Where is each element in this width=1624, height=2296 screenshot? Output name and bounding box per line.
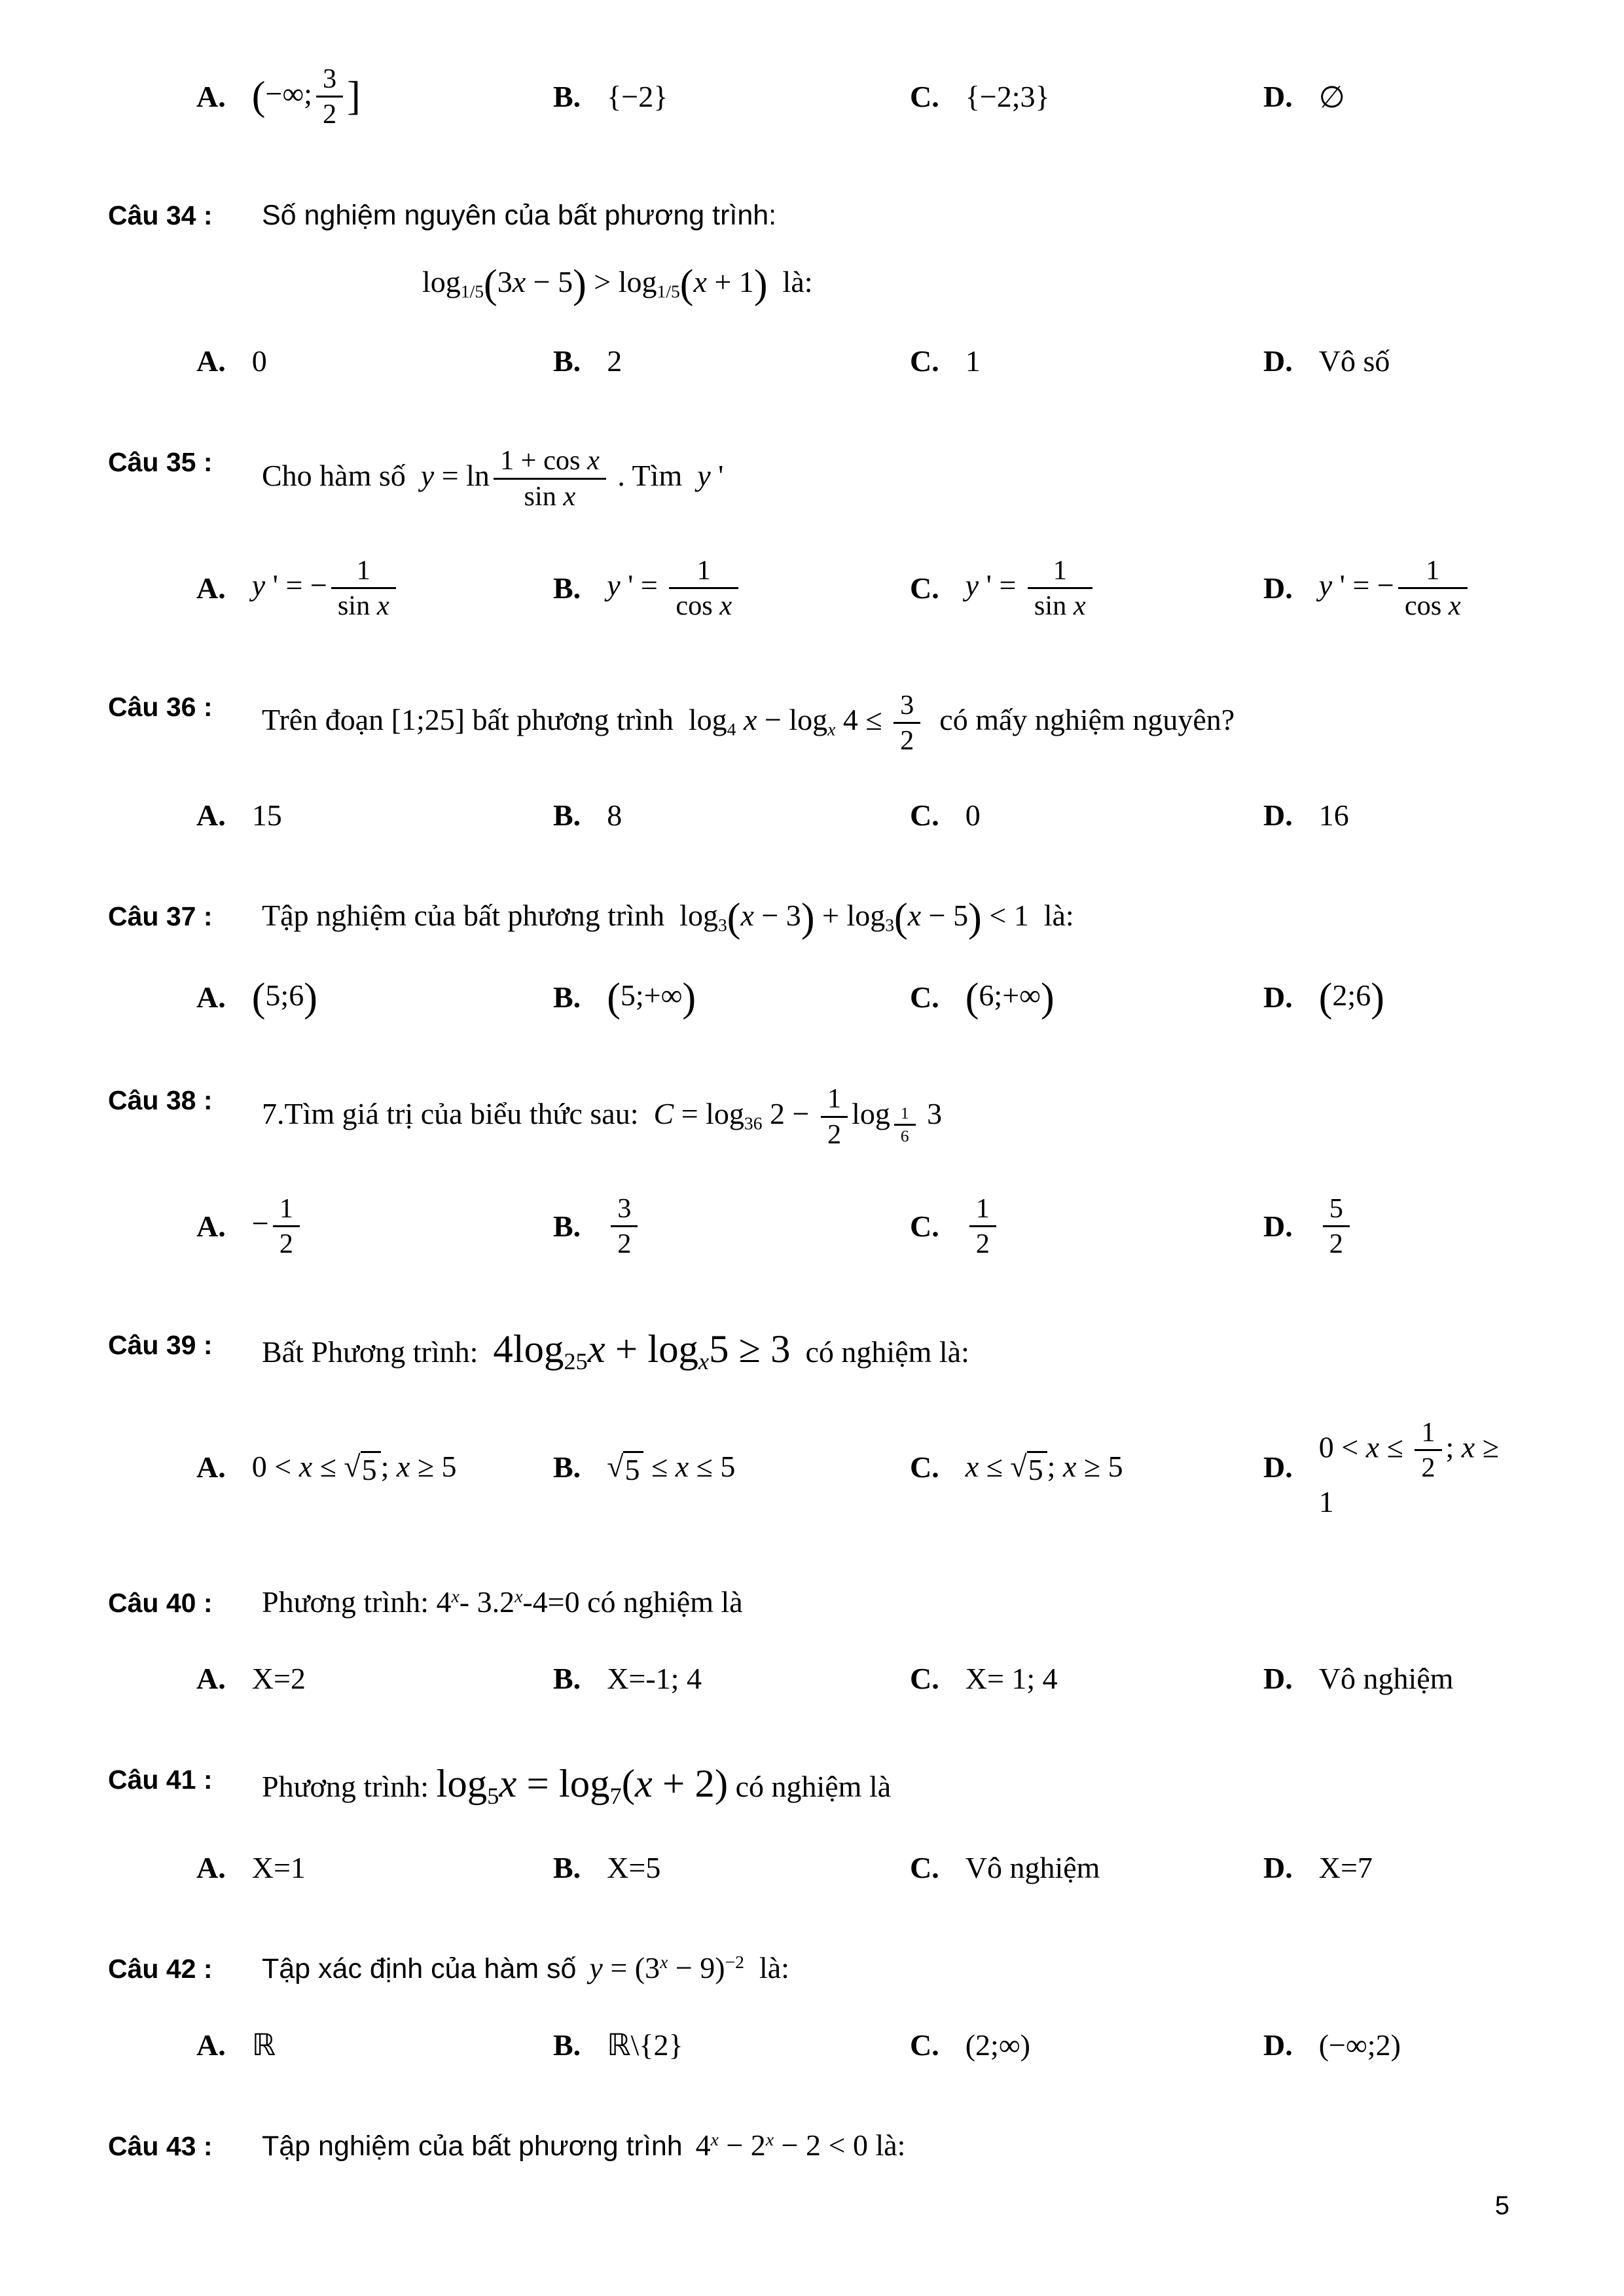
answer-value: 0 bbox=[251, 344, 267, 378]
answer-option bbox=[196, 344, 553, 378]
question-stem bbox=[262, 1082, 1519, 1151]
answers-row bbox=[196, 62, 1519, 132]
answer-letter: C. bbox=[910, 1851, 939, 1885]
answer-letter: D. bbox=[1263, 571, 1293, 605]
answer-letter: C. bbox=[910, 1662, 939, 1696]
answers-row bbox=[196, 1661, 1519, 1696]
answer-option bbox=[553, 344, 910, 378]
question-stem-math: $y = (3^x - 9)^{-2}$ là: bbox=[589, 1951, 789, 1985]
answer-option bbox=[910, 554, 1263, 623]
answer-option bbox=[910, 344, 1263, 378]
answer-value: 2 bbox=[607, 344, 623, 378]
question-stem-math: Phương trình: 4$^x$- $3.2^x-4=0$ có nghiệm là bbox=[262, 1585, 743, 1619]
answer-option bbox=[196, 1192, 553, 1261]
question-number: Câu 38 : bbox=[108, 1085, 213, 1116]
answer-letter: D. bbox=[1263, 1450, 1293, 1484]
answer-option bbox=[196, 1449, 553, 1486]
question-stem bbox=[262, 1761, 1519, 1810]
answer-value: Vô nghiệm bbox=[1318, 1662, 1454, 1696]
answer-value: 0 < x ≤ $\frac{1}{2}$ ; x ≥ 1 bbox=[1318, 1416, 1507, 1519]
question-number: Câu 40 : bbox=[108, 1588, 213, 1619]
answer-option bbox=[196, 554, 553, 623]
answer-letter: A. bbox=[196, 2028, 226, 2062]
answer-value: {−2} bbox=[607, 80, 668, 114]
answer-value: − $\frac{1}{2}$ bbox=[252, 1192, 304, 1261]
answer-option bbox=[1263, 554, 1519, 623]
answer-value: y ' = $\frac{1}{\text{sin x}}$ bbox=[965, 554, 1096, 623]
answer-letter: A. bbox=[196, 980, 226, 1014]
answer-value: (5;6) bbox=[251, 975, 317, 1020]
answer-option bbox=[910, 1850, 1263, 1885]
question-block bbox=[108, 444, 1519, 623]
question-number: Câu 37 : bbox=[108, 901, 213, 932]
answer-letter: A. bbox=[196, 344, 226, 378]
question-number: Câu 43 : bbox=[108, 2131, 213, 2162]
question-stem bbox=[262, 1327, 1519, 1375]
answer-letter: B. bbox=[553, 1851, 581, 1885]
answer-value: y ' = − $\frac{1}{\text{sin x}}$ bbox=[252, 554, 400, 623]
answer-option bbox=[196, 975, 553, 1020]
question-stem-math: $4^x - 2^x - 2 < 0$ là: bbox=[695, 2128, 906, 2162]
answer-value: 1 bbox=[965, 344, 981, 378]
answer-option bbox=[196, 2027, 553, 2062]
answer-letter: D. bbox=[1263, 1662, 1293, 1696]
question-number: Câu 36 : bbox=[108, 691, 213, 722]
answer-letter: D. bbox=[1263, 1851, 1293, 1885]
question-block bbox=[108, 895, 1519, 1020]
question-block bbox=[108, 1327, 1519, 1520]
answer-letter: B. bbox=[553, 980, 581, 1014]
answer-value: (5;+∞) bbox=[607, 975, 696, 1020]
question-stem-math: Cho hàm số y = ln $\frac{\text{1 + cos x}}{\text{sin x}}$ . Tìm y ' bbox=[262, 459, 723, 492]
answer-letter: D. bbox=[1263, 980, 1293, 1014]
question-stem-math: Bất Phương trình: $4\log_{25}x + \log_x5 \ge 3$ có nghiệm là: bbox=[262, 1327, 969, 1374]
answer-option bbox=[1263, 1192, 1519, 1261]
answer-letter: D. bbox=[1263, 2028, 1293, 2062]
question-body bbox=[196, 1585, 1519, 1696]
page-number: 5 bbox=[1494, 2191, 1509, 2220]
question-body bbox=[196, 1761, 1519, 1885]
answers-row bbox=[196, 554, 1519, 623]
answer-letter: D. bbox=[1263, 344, 1293, 378]
answer-option bbox=[910, 798, 1263, 833]
question-number: Câu 39 : bbox=[108, 1329, 213, 1360]
answer-option bbox=[196, 62, 553, 132]
question-number: Câu 34 : bbox=[108, 200, 213, 230]
answers-row bbox=[196, 798, 1519, 833]
answer-option bbox=[910, 1192, 1263, 1261]
answer-option bbox=[1263, 1661, 1519, 1696]
question-formula: $\log_{1/5}(3x - 5) > \log_{1/5}(x + 1)$ là: bbox=[422, 262, 813, 307]
answer-letter: A. bbox=[196, 1662, 226, 1696]
answer-option bbox=[196, 798, 553, 833]
answer-option bbox=[910, 975, 1263, 1020]
question-stem bbox=[262, 1585, 1519, 1621]
answer-value: √ 5 ≤ x ≤ 5 bbox=[607, 1449, 736, 1486]
answer-value: X=1 bbox=[251, 1851, 306, 1885]
answer-option bbox=[910, 2028, 1263, 2062]
question-body bbox=[196, 895, 1519, 1020]
answer-option bbox=[553, 1449, 910, 1486]
question-body bbox=[196, 1327, 1519, 1520]
question-stem-math: Trên đoạn [1;25] bất phương trình $\log_4 x - \log_x 4$ ≤ $\frac{3}{2}$ có mấy nghiệm nguyên? bbox=[262, 703, 1235, 736]
question-body bbox=[262, 2128, 1519, 2164]
answer-value: 0 < x ≤ √ 5 ; x ≥ 5 bbox=[251, 1449, 457, 1486]
answer-option bbox=[553, 554, 910, 623]
question-stem bbox=[262, 197, 1519, 233]
answer-letter: B. bbox=[553, 798, 581, 833]
answer-value: x ≤ √ 5 ; x ≥ 5 bbox=[965, 1449, 1123, 1486]
answer-option bbox=[910, 1449, 1263, 1486]
question-stem-math: 7.Tìm giá trị của biểu thức sau: $C = \log_{36} 2$ − $\frac{1}{2}$ log $_{\frac{1}{6}}$ 3 bbox=[262, 1097, 942, 1130]
question-body bbox=[196, 689, 1519, 833]
answer-letter: D. bbox=[1263, 1210, 1293, 1244]
answer-letter: D. bbox=[1263, 80, 1293, 114]
question-body bbox=[196, 197, 1519, 378]
answer-option bbox=[910, 1661, 1263, 1696]
answers-row bbox=[196, 1416, 1519, 1520]
answer-letter: A. bbox=[196, 1210, 226, 1244]
answer-option bbox=[196, 1850, 553, 1885]
answer-option bbox=[553, 798, 910, 833]
answer-option bbox=[553, 2027, 910, 2062]
question-stem bbox=[262, 444, 1519, 513]
question-number: Câu 41 : bbox=[108, 1765, 213, 1795]
answer-option bbox=[1263, 344, 1519, 378]
answer-letter: A. bbox=[196, 798, 226, 833]
answers-row bbox=[196, 2027, 1519, 2062]
question-number: Câu 42 : bbox=[108, 1954, 213, 1984]
question-stem bbox=[262, 1950, 1519, 1986]
question-stem-text: Tập nghiệm của bất phương trình bbox=[262, 2130, 691, 2162]
answer-letter: B. bbox=[553, 344, 581, 378]
answer-letter: A. bbox=[196, 80, 226, 114]
answer-letter: B. bbox=[553, 80, 581, 114]
answer-value: ∅ bbox=[1318, 80, 1345, 114]
answer-letter: A. bbox=[196, 1851, 226, 1885]
answer-option bbox=[553, 975, 910, 1020]
answer-letter: C. bbox=[910, 344, 939, 378]
answer-value: ℝ bbox=[251, 2028, 276, 2062]
answer-letter: B. bbox=[553, 1450, 581, 1484]
question-block bbox=[108, 1950, 1519, 2062]
answer-value: X=5 bbox=[607, 1851, 661, 1885]
answer-value: (−∞;2) bbox=[1318, 2028, 1401, 2062]
question-stem-math: Phương trình: $\log_5x = \log_7(x + 2)$ có nghiệm là bbox=[262, 1762, 892, 1810]
answer-value: X=2 bbox=[251, 1662, 306, 1696]
question-stem bbox=[262, 2128, 1519, 2164]
answers-row bbox=[196, 1192, 1519, 1261]
question-list bbox=[108, 197, 1519, 2164]
answer-value: (6;+∞) bbox=[965, 975, 1055, 1020]
question-block bbox=[108, 689, 1519, 833]
question-block bbox=[108, 2128, 1519, 2164]
question-stem-text: Tập xác định của hàm số bbox=[262, 1953, 585, 1985]
answer-letter: B. bbox=[553, 571, 581, 605]
answer-option bbox=[1263, 2028, 1519, 2062]
question-stem-math: Tập nghiệm của bất phương trình $\log_3(x - 3) + \log_3(x - 5) < 1$ là: bbox=[262, 895, 1074, 941]
answer-option bbox=[1263, 798, 1519, 833]
answer-value: {−2;3} bbox=[965, 80, 1050, 114]
answer-value: X= 1; 4 bbox=[965, 1662, 1058, 1696]
answer-option bbox=[1263, 975, 1519, 1020]
answer-option bbox=[553, 1850, 910, 1885]
answer-value: y ' = − $\frac{1}{\text{cos x}}$ bbox=[1319, 554, 1471, 623]
answer-value: $\frac{5}{2}$ bbox=[1319, 1192, 1354, 1261]
answer-letter: A. bbox=[196, 1450, 226, 1484]
answer-value: y ' = $\frac{1}{\text{cos x}}$ bbox=[607, 554, 742, 623]
answer-letter: A. bbox=[196, 571, 226, 605]
answers-row bbox=[196, 1850, 1519, 1885]
answer-value: X=7 bbox=[1318, 1851, 1373, 1885]
answer-letter: C. bbox=[910, 2028, 939, 2062]
answer-letter: C. bbox=[910, 798, 939, 833]
answer-value: 16 bbox=[1318, 798, 1349, 833]
answer-value: $\frac{1}{2}$ bbox=[965, 1192, 1000, 1261]
answer-letter: C. bbox=[910, 571, 939, 605]
answer-value: ℝ\{2} bbox=[607, 2028, 683, 2062]
answer-option bbox=[1263, 79, 1519, 115]
answer-letter: C. bbox=[910, 980, 939, 1014]
question-body bbox=[196, 1950, 1519, 2062]
answer-value: 0 bbox=[965, 798, 981, 833]
answer-option bbox=[553, 79, 910, 114]
answer-value: X=-1; 4 bbox=[607, 1662, 702, 1696]
answer-option bbox=[553, 1661, 910, 1696]
question-number: Câu 35 : bbox=[108, 447, 213, 478]
answer-letter: C. bbox=[910, 1210, 939, 1244]
answer-option bbox=[553, 1192, 910, 1261]
question-block bbox=[108, 1761, 1519, 1885]
answer-value: (2;6) bbox=[1318, 975, 1384, 1020]
answer-option bbox=[196, 1661, 553, 1696]
question-block bbox=[108, 1585, 1519, 1696]
answers-row bbox=[196, 344, 1519, 378]
answer-value: (2;∞) bbox=[965, 2028, 1030, 2062]
question-body bbox=[196, 444, 1519, 623]
top-answer-row bbox=[108, 62, 1519, 132]
answer-option bbox=[1263, 1850, 1519, 1885]
answer-value: Vô nghiệm bbox=[965, 1851, 1100, 1885]
answers-row bbox=[196, 975, 1519, 1020]
question-stem-text: Số nghiệm nguyên của bất phương trình: bbox=[262, 199, 777, 231]
answer-letter: B. bbox=[553, 1662, 581, 1696]
question-stem bbox=[262, 689, 1519, 758]
answer-letter: B. bbox=[553, 2028, 581, 2062]
answer-value: $\frac{3}{2}$ bbox=[607, 1192, 641, 1261]
answer-letter: B. bbox=[553, 1210, 581, 1244]
question-block bbox=[108, 1082, 1519, 1261]
question-block bbox=[108, 197, 1519, 378]
answer-option bbox=[1263, 1416, 1519, 1520]
answer-value: Vô số bbox=[1318, 344, 1390, 378]
answer-option bbox=[910, 79, 1263, 114]
answer-value: 15 bbox=[251, 798, 282, 833]
answer-letter: C. bbox=[910, 1450, 939, 1484]
question-body bbox=[196, 1082, 1519, 1261]
answer-value: (−∞; $\frac{3}{2}$ ] bbox=[252, 62, 361, 132]
answer-value: 8 bbox=[607, 798, 623, 833]
question-stem bbox=[262, 895, 1519, 941]
answer-letter: C. bbox=[910, 80, 939, 114]
answer-letter: D. bbox=[1263, 798, 1293, 833]
